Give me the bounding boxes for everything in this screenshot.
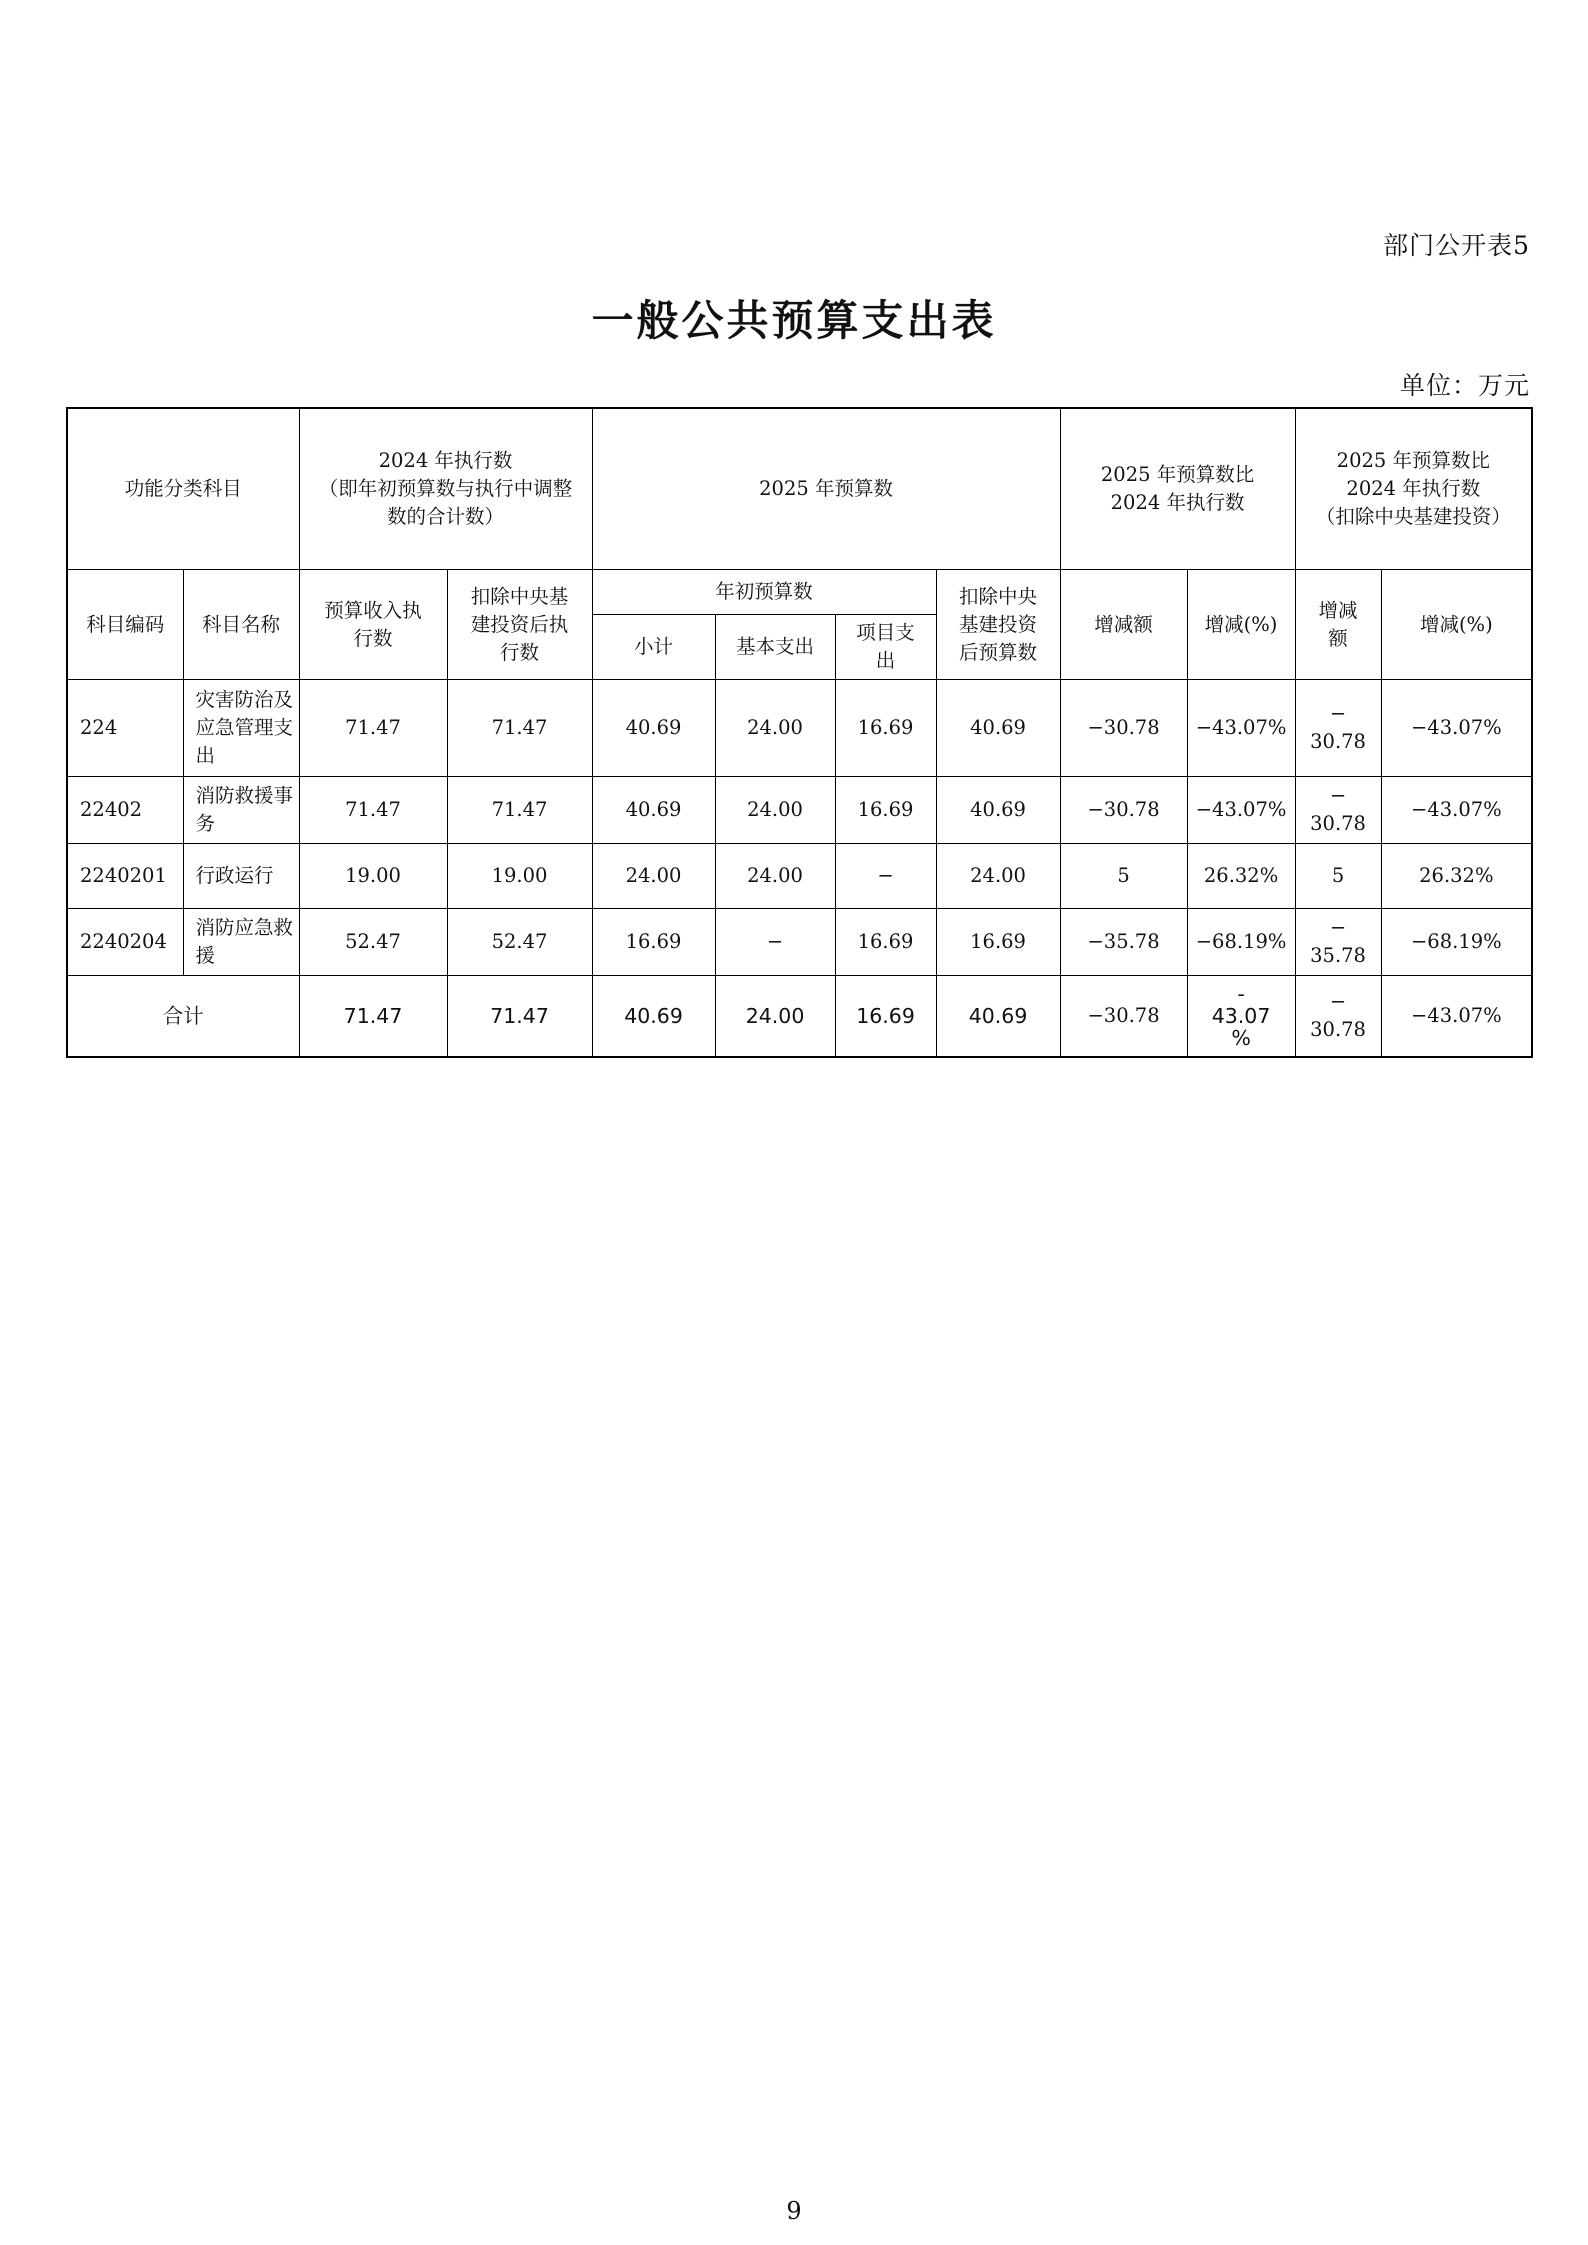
cell-exec-excl: 19.00 [447,844,592,909]
cell-project: 16.69 [835,680,936,777]
cell-change-amt-2: − 35.78 [1295,909,1381,976]
header-name: 科目名称 [183,570,299,680]
table-row [67,777,1532,844]
header-code: 科目编码 [67,570,183,680]
header-project: 项目支出 [835,615,936,680]
cell-basic: 24.00 [715,844,835,909]
header-compare-excl: 2025 年预算数比 2024 年执行数 （扣除中央基建投资） [1295,408,1532,570]
cell-change-pct: −43.07% [1187,680,1295,777]
total-row [67,976,1532,1058]
total-label: 合计 [67,976,299,1058]
cell-name: 行政运行 [183,844,299,909]
cell-name: 灾害防治及应急管理支出 [183,680,299,777]
cell-project: 16.69 [835,777,936,844]
cell-subtotal: 40.69 [592,680,715,777]
table-row [67,844,1532,909]
header-func-class: 功能分类科目 [67,408,299,570]
table-row [67,680,1532,777]
cell-code: 2240204 [67,909,183,976]
cell-subtotal: 16.69 [592,909,715,976]
header-basic: 基本支出 [715,615,835,680]
header-change-pct-2: 增减(%) [1381,570,1532,680]
cell-budget-excl: 24.00 [936,844,1060,909]
unit-label: 单位：万元 [1399,371,1530,400]
budget-table [66,407,1533,1058]
cell-change-amt: −35.78 [1060,909,1187,976]
total-subtotal: 40.69 [592,976,715,1058]
cell-change-pct-2: −43.07% [1381,777,1532,844]
cell-budget-excl: 40.69 [936,680,1060,777]
cell-basic: − [715,909,835,976]
cell-basic: 24.00 [715,777,835,844]
cell-change-pct: −43.07% [1187,777,1295,844]
header-row-1 [67,408,1532,570]
cell-code: 2240201 [67,844,183,909]
total-change-amt-2: − 30.78 [1295,976,1381,1058]
cell-exec-excl: 71.47 [447,680,592,777]
header-income-exec: 预算收入执行数 [299,570,447,680]
cell-exec-excl: 52.47 [447,909,592,976]
header-subtotal: 小计 [592,615,715,680]
cell-basic: 24.00 [715,680,835,777]
total-change-pct-2: −43.07% [1381,976,1532,1058]
header-compare: 2025 年预算数比 2024 年执行数 [1060,408,1295,570]
cell-budget-excl: 40.69 [936,777,1060,844]
total-budget-excl: 40.69 [936,976,1060,1058]
cell-income-exec: 71.47 [299,680,447,777]
header-change-amt-2: 增减额 [1295,570,1381,680]
header-row-2 [67,570,1532,615]
cell-change-pct: 26.32% [1187,844,1295,909]
header-initial-budget: 年初预算数 [592,570,936,615]
cell-project: − [835,844,936,909]
cell-code: 224 [67,680,183,777]
cell-change-amt: 5 [1060,844,1187,909]
cell-subtotal: 40.69 [592,777,715,844]
cell-name: 消防应急救援 [183,909,299,976]
cell-change-pct: −68.19% [1187,909,1295,976]
cell-budget-excl: 16.69 [936,909,1060,976]
header-change-pct: 增减(%) [1187,570,1295,680]
total-project: 16.69 [835,976,936,1058]
cell-income-exec: 52.47 [299,909,447,976]
cell-income-exec: 19.00 [299,844,447,909]
cell-change-pct-2: −43.07% [1381,680,1532,777]
total-income-exec: 71.47 [299,976,447,1058]
cell-change-amt-2: 5 [1295,844,1381,909]
cell-subtotal: 24.00 [592,844,715,909]
cell-change-amt: −30.78 [1060,680,1187,777]
header-change-amt: 增减额 [1060,570,1187,680]
header-budget-2025: 2025 年预算数 [592,408,1060,570]
header-budget-excl: 扣除中央基建投资后预算数 [936,570,1060,680]
cell-exec-excl: 71.47 [447,777,592,844]
cell-change-amt-2: − 30.78 [1295,777,1381,844]
total-exec-excl: 71.47 [447,976,592,1058]
cell-name: 消防救援事务 [183,777,299,844]
page-title: 一般公共预算支出表 [591,296,997,345]
cell-change-amt-2: − 30.78 [1295,680,1381,777]
total-change-pct: - 43.07 % [1187,976,1295,1058]
cell-change-amt: −30.78 [1060,777,1187,844]
header-exec-excl: 扣除中央基建投资后执行数 [447,570,592,680]
table-tag: 部门公开表5 [1383,231,1530,260]
header-exec-2024: 2024 年执行数 （即年初预算数与执行中调整数的合计数） [299,408,592,570]
page-number: 9 [786,2197,802,2225]
cell-change-pct-2: 26.32% [1381,844,1532,909]
cell-project: 16.69 [835,909,936,976]
total-change-amt: −30.78 [1060,976,1187,1058]
cell-income-exec: 71.47 [299,777,447,844]
cell-change-pct-2: −68.19% [1381,909,1532,976]
total-basic: 24.00 [715,976,835,1058]
cell-code: 22402 [67,777,183,844]
table-row [67,909,1532,976]
